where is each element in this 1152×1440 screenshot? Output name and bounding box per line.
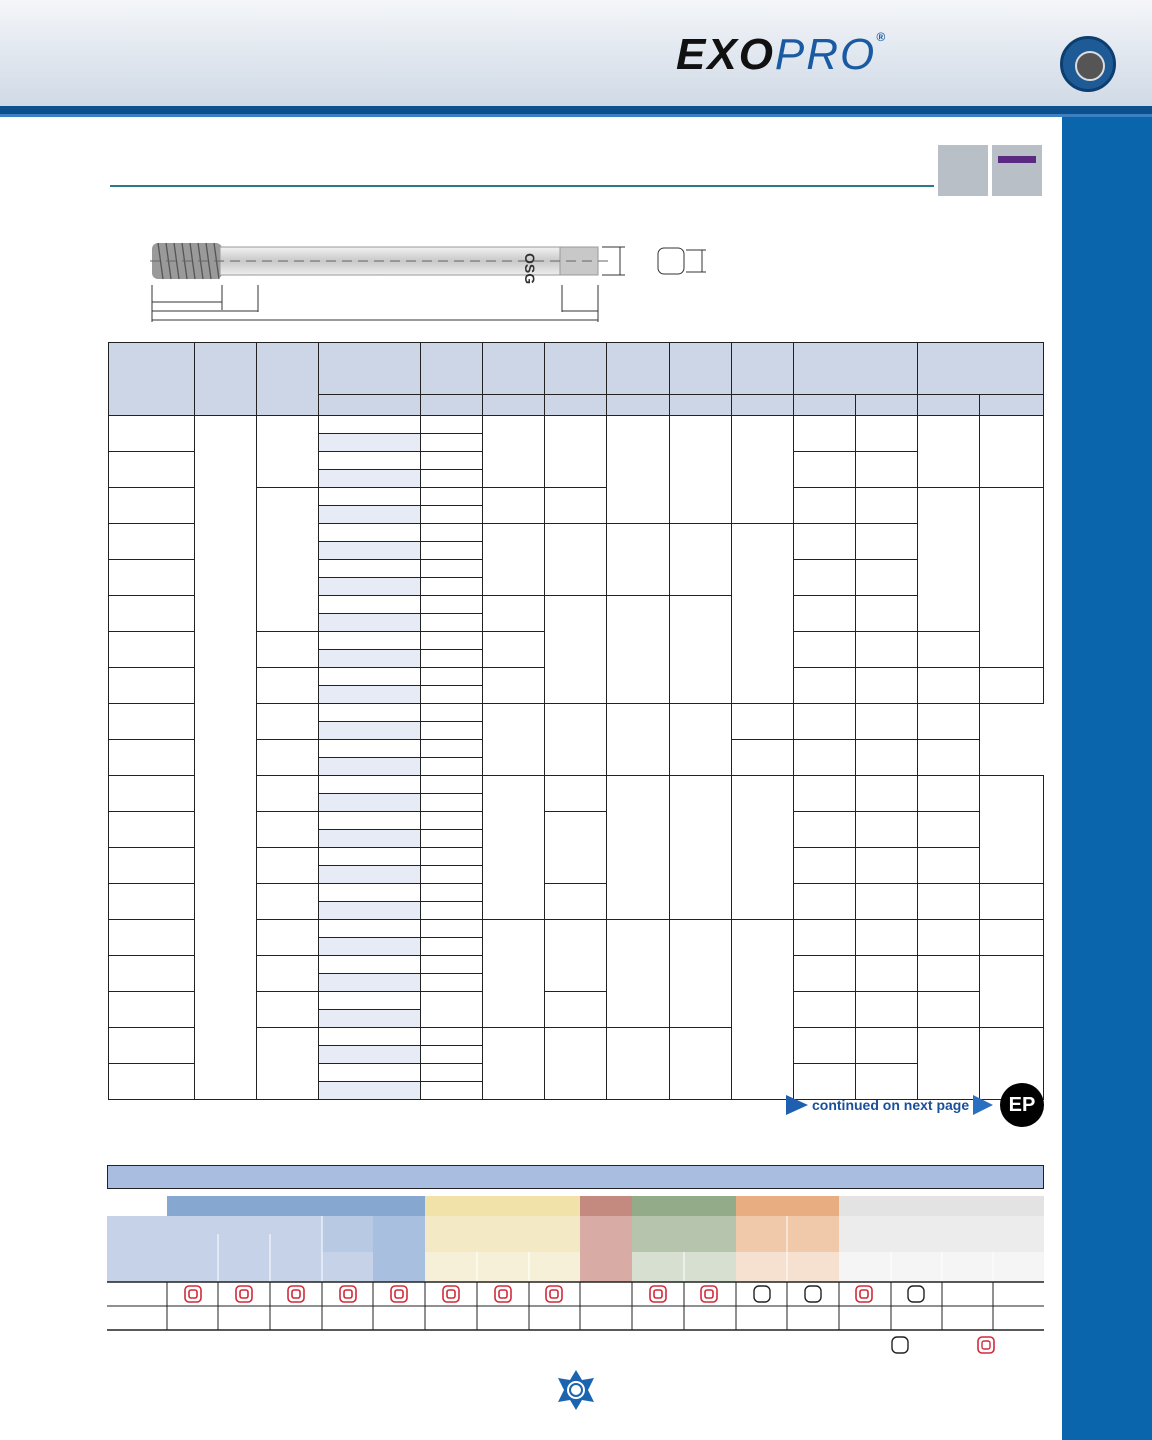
- svg-text:OSG: OSG: [522, 253, 538, 285]
- material-grid: [107, 1196, 1044, 1332]
- material-banner: [107, 1165, 1044, 1189]
- section-tab-right: [992, 145, 1042, 196]
- table-row: [109, 416, 1044, 434]
- section-tab-left: [938, 145, 988, 196]
- exopro-logo: EXOPRO®: [676, 30, 888, 79]
- spec-table: [108, 342, 1044, 1100]
- legend: [890, 1336, 1010, 1356]
- ep-badge: EP: [1000, 1083, 1044, 1127]
- tap-drawing: [150, 240, 710, 330]
- table-header-row: [109, 343, 1044, 395]
- arrow-right-icon: [973, 1095, 993, 1115]
- osg-logo: [554, 1368, 598, 1412]
- tool-category-icon: [1060, 36, 1116, 92]
- header-line: [0, 114, 1152, 117]
- right-sidebar: [1062, 117, 1152, 1440]
- continued-next-page[interactable]: continued on next page: [786, 1094, 993, 1116]
- title-rule: [110, 185, 934, 187]
- page-header: [0, 0, 1152, 108]
- header-band: [0, 106, 1152, 114]
- purple-marker: [998, 156, 1036, 163]
- arrow-right-icon: [786, 1095, 808, 1115]
